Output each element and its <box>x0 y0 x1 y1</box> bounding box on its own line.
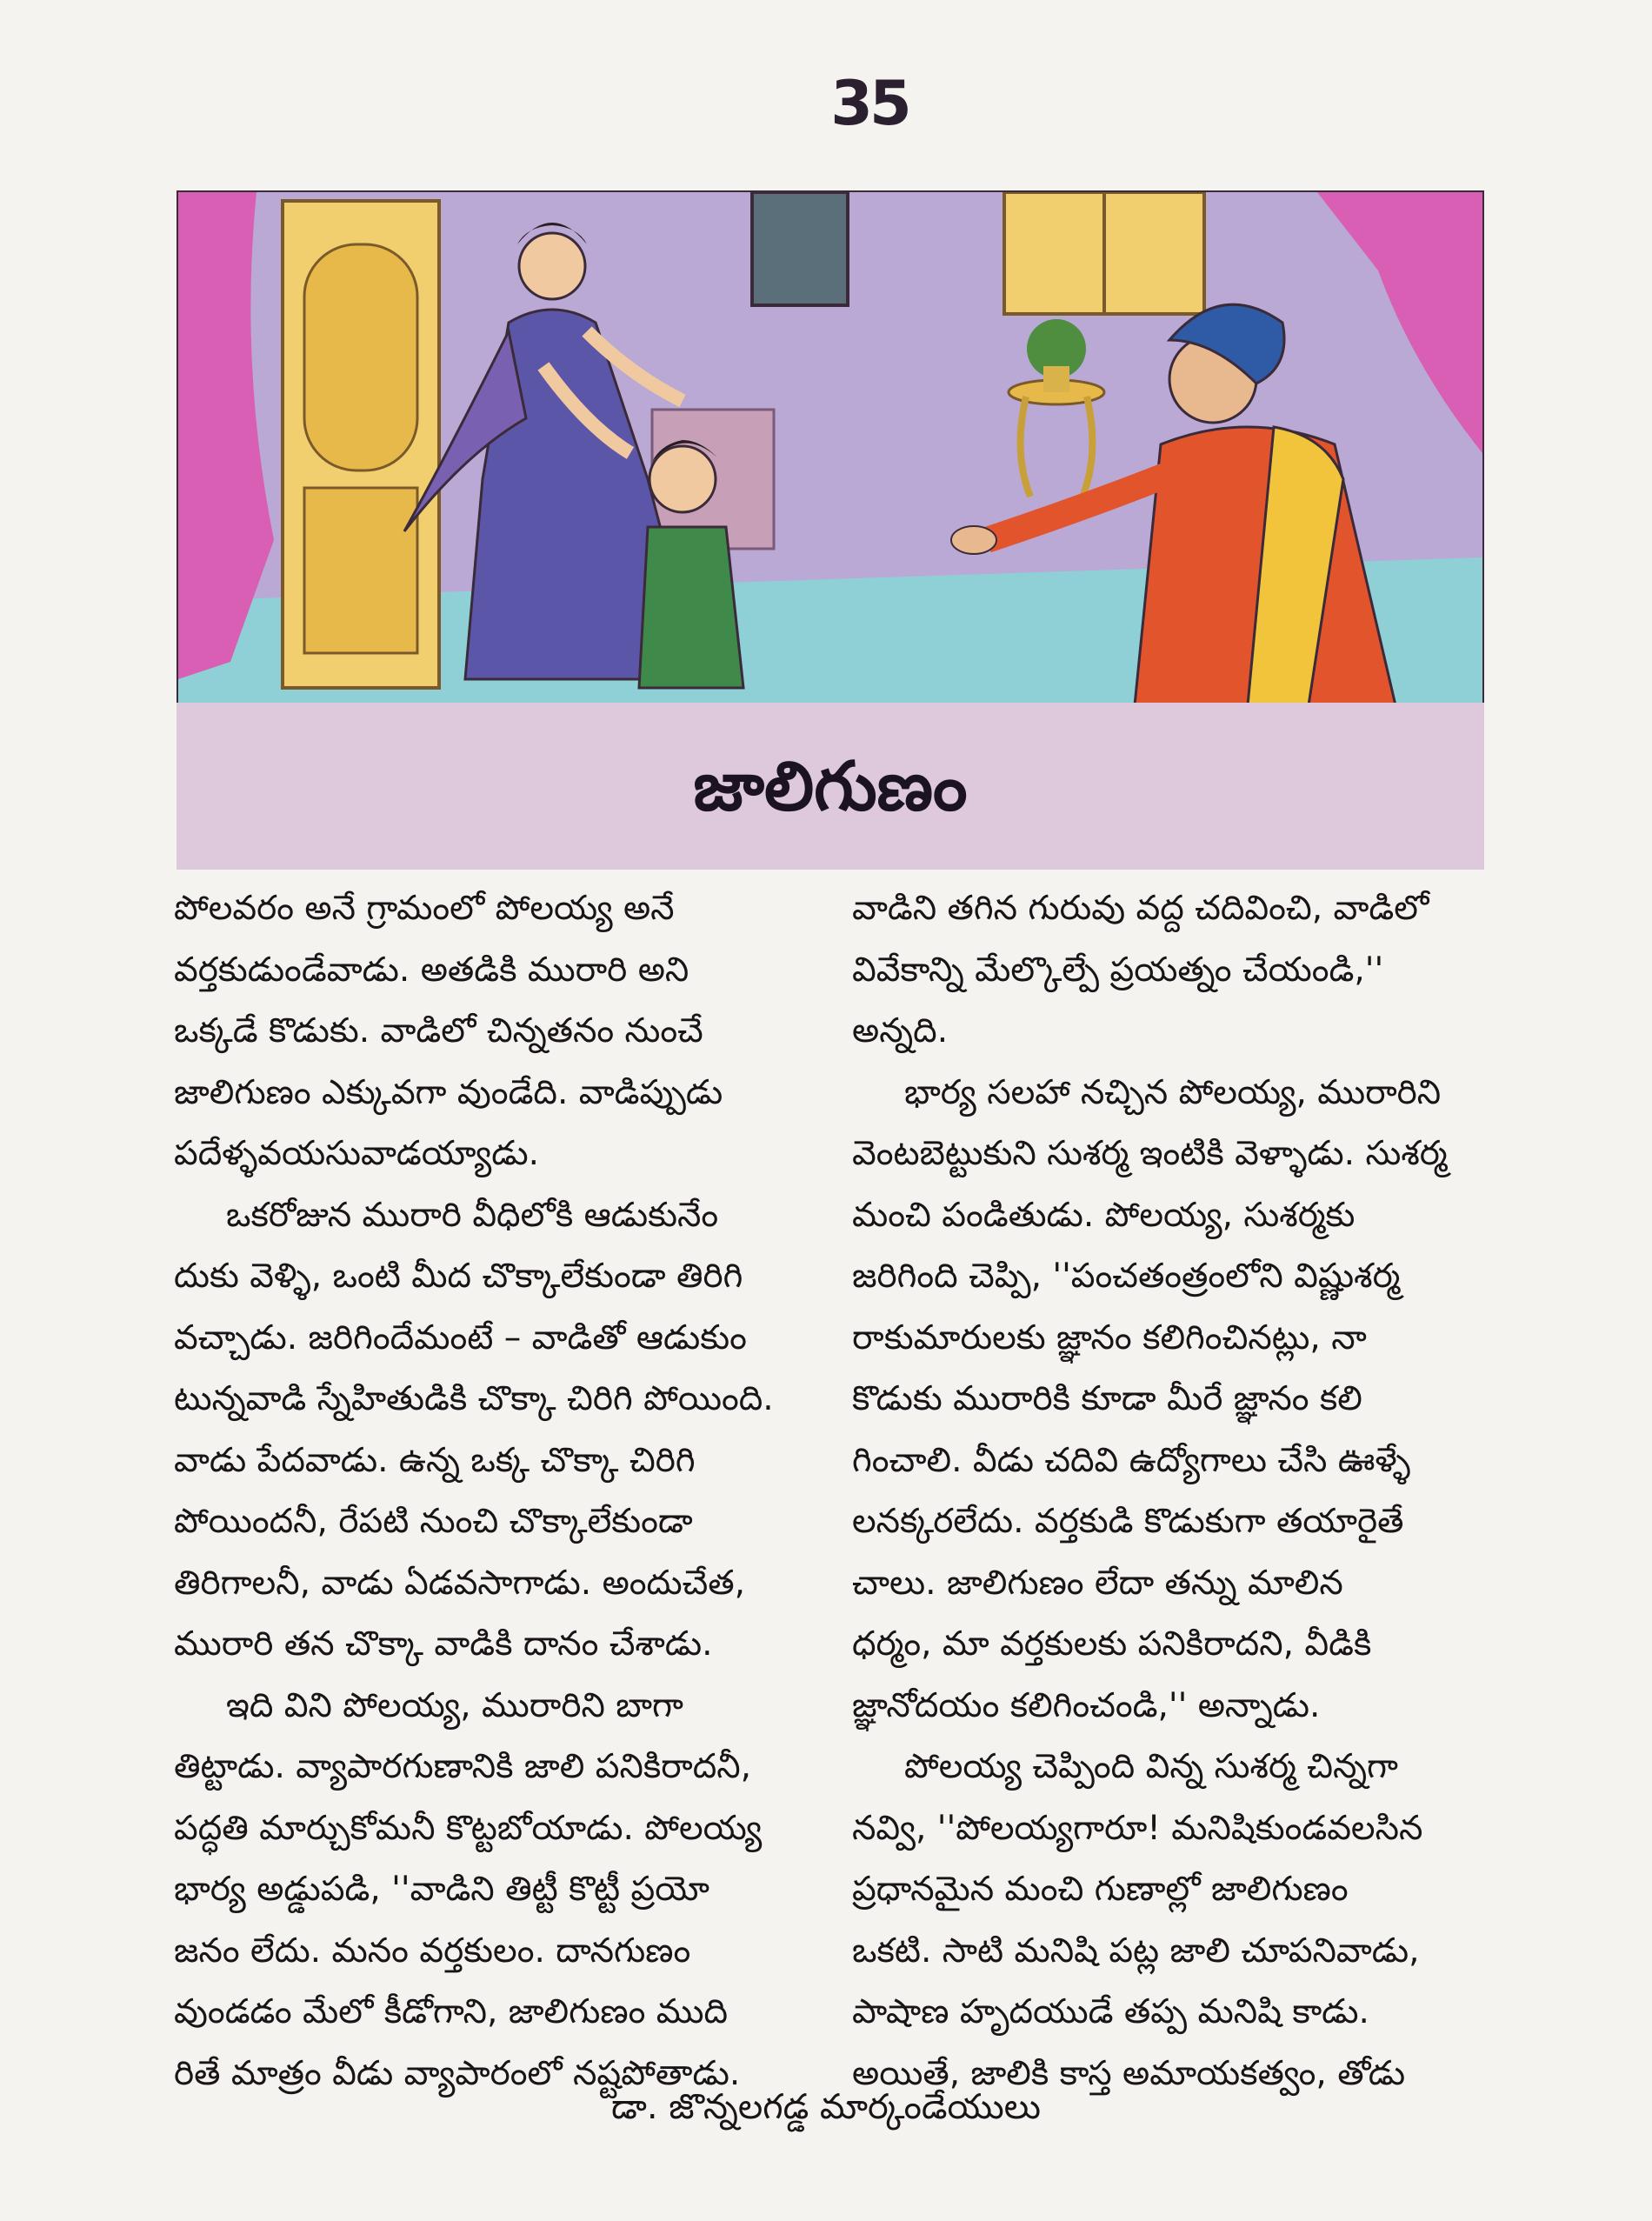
text-line: జ్ఞానోదయం కలిగించండి,'' అన్నాడు. <box>852 1685 1321 1725</box>
text-line: మురారి తన చొక్కా వాడికి దానం చేశాడు. <box>174 1624 713 1664</box>
author-byline: డా. జొన్నలగడ్డ మార్కండేయులు <box>611 2087 1041 2127</box>
text-line: తిరిగాలనీ, వాడు ఏడవసాగాడు. అందుచేత, <box>174 1563 745 1603</box>
text-line: ధర్మం, మా వర్తకులకు పనికిరాదని, వీడికి <box>852 1624 1372 1664</box>
text-line: జాలిగుణం ఎక్కువగా వుండేది. వాడిప్పుడు <box>174 1072 723 1112</box>
text-line: రితే మాత్రం వీడు వ్యాపారంలో నష్టపోతాడు. <box>174 2053 741 2093</box>
text-line: జరిగింది చెప్పి, ''పంచతంత్రంలోని విష్ణుశర్మ <box>852 1257 1401 1296</box>
text-line: ఒక్కడే కొడుకు. వాడిలో చిన్నతనం నుంచే <box>174 1011 703 1050</box>
text-line: పోయిందనీ, రేపటి నుంచి చొక్కాలేకుండా <box>174 1502 693 1541</box>
wall-picture <box>752 192 848 305</box>
text-line: పోలవరం అనే గ్రామంలో పోలయ్య అనే <box>174 889 675 928</box>
text-line: పదేళ్ళవయసువాడయ్యాడు. <box>174 1134 539 1173</box>
text-line: గించాలి. వీడు చదివి ఉద్యోగాలు చేసి ఊళ్ళే <box>852 1440 1411 1480</box>
story-illustration <box>177 190 1484 707</box>
text-line: అయితే, జాలికి కాస్త అమాయకత్వం, తోడు <box>852 2053 1406 2093</box>
text-line: తిట్టాడు. వ్యాపారగుణానికి జాలి పనికిరాదనీ, <box>174 1747 752 1786</box>
text-line: కొడుకు మురారికి కూడా మీరే జ్ఞానం కలి <box>852 1379 1362 1418</box>
left-text-column <box>174 878 826 2104</box>
text-line: అన్నది. <box>852 1011 949 1050</box>
text-line: వర్తకుడుండేవాడు. అతడికి మురారి అని <box>174 950 689 990</box>
text-line: ఒకరోజున మురారి వీధిలోకి ఆడుకునేం <box>226 1195 719 1235</box>
text-line: ఇది విని పోలయ్య, మురారిని బాగా <box>226 1685 683 1725</box>
text-line: పాషాణ హృదయుడే తప్ప మనిషి కాడు. <box>852 1992 1369 2031</box>
text-line: మంచి పండితుడు. పోలయ్య, సుశర్మకు <box>852 1195 1356 1235</box>
text-line: పద్ధతి మార్చుకోమనీ కొట్టబోయాడు. పోలయ్య <box>174 1808 763 1848</box>
text-line: రాకుమారులకు జ్ఞానం కలిగించినట్లు, నా <box>852 1317 1367 1357</box>
text-line: వాడిని తగిన గురువు వద్ద చదివించి, వాడిలో <box>852 889 1429 928</box>
text-line: వివేకాన్ని మేల్కొల్పే ప్రయత్నం చేయండి,'' <box>852 950 1384 990</box>
text-line: దుకు వెళ్ళి, ఒంటి మీద చొక్కాలేకుండా తిరిగి <box>174 1257 743 1296</box>
text-line: భార్య సలహా నచ్చిన పోలయ్య, మురారిని <box>904 1072 1442 1112</box>
text-line: ఒకటి. సాటి మనిషి పట్ల జాలి చూపనివాడు, <box>852 1931 1420 1971</box>
text-line: చాలు. జాలిగుణం లేదా తన్ను మాలిన <box>852 1563 1343 1603</box>
page-number: 35 <box>830 68 909 139</box>
text-line: ప్రధానమైన మంచి గుణాల్లో జాలిగుణం <box>852 1870 1349 1909</box>
story-title: జాలిగుణం <box>693 748 968 826</box>
text-line: లనక్కరలేదు. వర్తకుడి కొడుకుగా తయారైతే <box>852 1502 1404 1541</box>
text-line: జనం లేదు. మనం వర్తకులం. దానగుణం <box>174 1931 691 1971</box>
text-line: నవ్వి, ''పోలయ్యగారూ! మనిషికుండవలసిన <box>852 1808 1423 1848</box>
text-line: వెంటబెట్టుకుని సుశర్మ ఇంటికి వెళ్ళాడు. సుశర్మ <box>852 1134 1448 1173</box>
text-line: భార్య అడ్డుపడి, ''వాడిని తిట్టీ కొట్టీ ప్రయో <box>174 1870 709 1909</box>
text-line: టున్నవాడి స్నేహితుడికి చొక్కా చిరిగి పోయింది. <box>174 1379 774 1418</box>
text-line: పోలయ్య చెప్పింది విన్న సుశర్మ చిన్నగా <box>904 1747 1398 1786</box>
title-band <box>177 703 1484 870</box>
text-line: వచ్చాడు. జరిగిందేమంటే – వాడితో ఆడుకుం <box>174 1317 747 1357</box>
text-line: వుండడం మేలో కీడోగాని, జాలిగుణం ముది <box>174 1992 729 2031</box>
right-text-column <box>852 878 1487 2104</box>
text-line: వాడు పేదవాడు. ఉన్న ఒక్క చొక్కా చిరిగి <box>174 1440 696 1480</box>
